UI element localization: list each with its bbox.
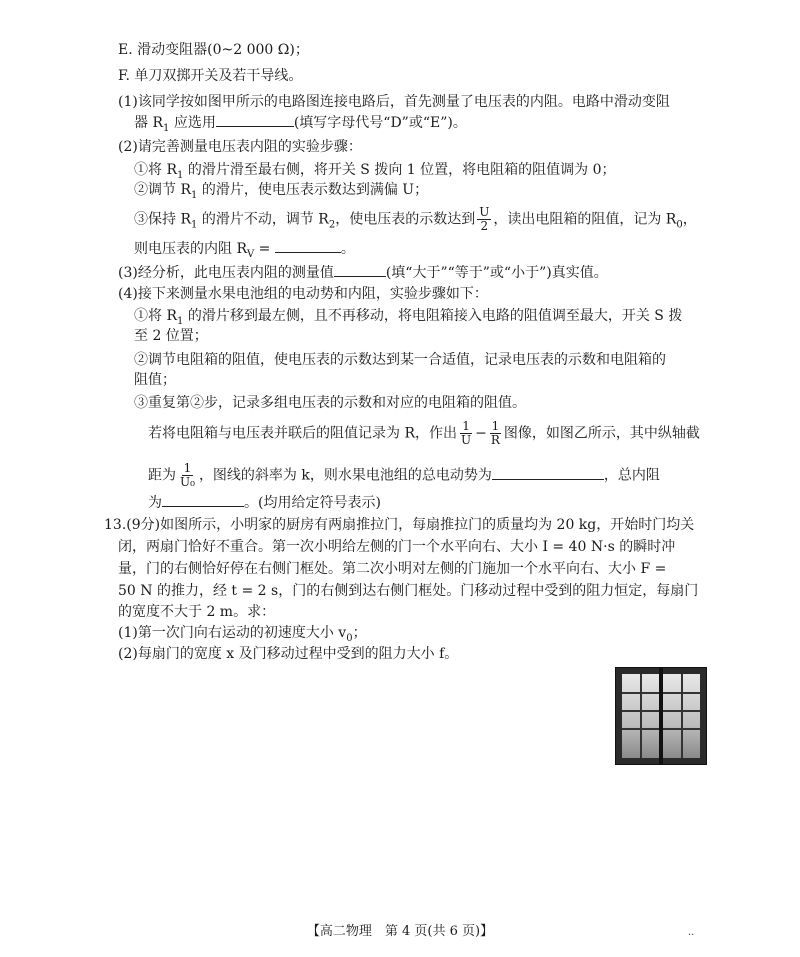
item-e: E. 滑动变阻器(0~2 000 Ω)； xyxy=(118,42,309,58)
q4-step2: ②调节电阻箱的阻值，使电压表的示数达到某一合适值，记录电压表的示数和电阻箱的 xyxy=(134,352,666,368)
q4-title: (4)接下来测量水果电池组的电动势和内阻，实验步骤如下： xyxy=(118,286,488,302)
q13-line1: 13.(9分)如图所示，小明家的厨房有两扇推拉门，每扇推拉门的质量均为 20 kg，开始时门均关 xyxy=(104,517,695,533)
q2-step1: ①将 $R_1$ 的滑片滑至最右侧，将开关 S 拨向 1 位置，将电阻箱的阻值调为 0； xyxy=(134,162,616,181)
corner-mark: ·· xyxy=(688,930,695,941)
q2-answer-blank[interactable] xyxy=(275,238,341,253)
q4-para2: 距为 $\frac{1}{\text{U₀}}$ ，图线的斜率为 k，则水果电池组的总电动势为 ，总内阻 xyxy=(148,461,660,489)
q13-line2: 闭，两扇门恰好不重合。第一次小明给左侧的门一个水平向右、大小 I = 40 N·s 的瞬时冲 xyxy=(118,539,676,555)
fraction-1-over-u0: $\frac{1}{\text{U₀}}$ xyxy=(180,461,195,489)
q4-step3: ③重复第②步，记录多组电压表的示数和对应的电阻箱的阻值。 xyxy=(134,395,526,411)
q3-line: (3)经分析，此电压表内阻的测量值 (填“大于”“等于”或“小于”)真实值。 xyxy=(118,262,608,283)
page-footer: 【高二物理 第 4 页(共 6 页)】 xyxy=(306,924,494,939)
q4-resistance-blank[interactable] xyxy=(162,492,244,507)
q4-para3: 为 。(均用给定符号表示) xyxy=(148,492,381,513)
fraction-1-over-r: $\frac{1}{R}$ xyxy=(490,419,500,447)
q3-answer-blank[interactable] xyxy=(334,262,386,277)
q13-line4: 50 N 的推力，经 t = 2 s，门的右侧到达右侧门框处。门移动过程中受到的阻力恒定，每扇门 xyxy=(118,583,699,599)
q2-step3-line2: 则电压表的内阻 $R_V$ = 。 xyxy=(134,238,355,265)
q1-answer-blank[interactable] xyxy=(216,112,294,127)
q4-emf-blank[interactable] xyxy=(492,465,604,480)
q4-step1-line2: 至 2 位置； xyxy=(134,328,208,344)
q1-line2: 器 $R_1$ 应选用 (填写字母代号“D”或“E”)。 xyxy=(134,112,467,139)
fraction-1-over-u: $\frac{1}{U}$ xyxy=(461,419,472,447)
q13-sub1: (1)第一次门向右运动的初速度大小 $v_0$； xyxy=(118,625,367,644)
q4-step1: ①将 $R_1$ 的滑片移到最左侧，且不再移动，将电阻箱接入电路的阻值调至最大，开关 S 拨 xyxy=(134,308,683,327)
q2-title: (2)请完善测量电压表内阻的实验步骤： xyxy=(118,139,362,155)
q4-para1: 若将电阻箱与电压表并联后的阻值记录为 R，作出 $\frac{1}{U}$ − $\frac{1}{R}$ 图像，如图乙所示，其中纵轴截 xyxy=(148,419,700,447)
q13-line3: 量，门的右侧恰好停在右侧门框处。第二次小明对左侧的门施加一个水平向右、大小 F = xyxy=(118,561,667,577)
q2-step3: ③保持 $R_1$ 的滑片不动，调节 $R_2$，使电压表的示数达到 $\frac{U}{2}$ ，读出电阻箱的阻值，记为 $R_0$， xyxy=(134,205,697,233)
q4-step2-line2: 阻值； xyxy=(134,372,176,388)
q2-step2: ②调节 $R_1$ 的滑片，使电压表示数达到满偏 U； xyxy=(134,182,429,201)
fraction-u-over-2: $\frac{U}{2}$ xyxy=(479,205,490,233)
sliding-door-photo xyxy=(615,667,707,765)
item-f: F. 单刀双掷开关及若干导线。 xyxy=(118,68,303,84)
q13-line5: 的宽度不大于 2 m。求： xyxy=(118,604,276,620)
q1-line1: (1)该同学按如图甲所示的电路图连接电路后，首先测量了电压表的内阻。电路中滑动变阻 xyxy=(118,94,670,110)
q13-sub2: (2)每扇门的宽度 x 及门移动过程中受到的阻力大小 f。 xyxy=(118,646,459,662)
